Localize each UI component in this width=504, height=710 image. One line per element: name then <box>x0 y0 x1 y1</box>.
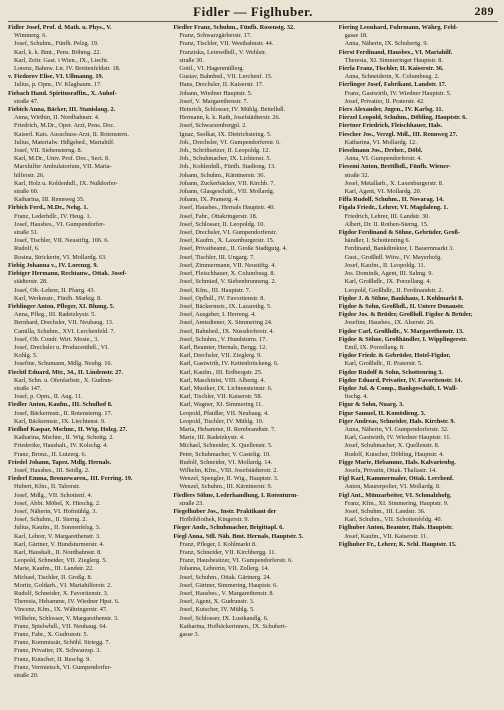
directory-entry-line: Franz, Bronz., II. Lutzerg. 6. <box>14 450 87 458</box>
directory-entry-name: Fiebach Hand. Spiritusraffin., X. Auhof- <box>8 89 117 97</box>
directory-entry-line: Anna, Näherin, VI. Gumpendorferstr. 32. <box>344 425 449 433</box>
page-header <box>8 4 498 20</box>
directory-entry-line: Karl, Drechsler, VII. Zieglerg. 9. <box>179 352 262 360</box>
directory-entry-line: Josef, Kaufm., X. Laxenburgerstr. 15. <box>179 237 275 245</box>
directory-entry-line: Gust., Großhdl. Witw., IV. Mayerhofg. <box>344 253 442 261</box>
directory-entry-line: Franz, Kutscher, II. Reschg. 9. <box>14 655 91 663</box>
header-rule <box>8 21 498 22</box>
directory-entry-line: Josef, Kfm., III. Hauptstr. 7. <box>179 286 251 294</box>
directory-entry-name: Fierzel Leopold, Schuhm., Döbling, Hauptstr. 6. <box>338 114 467 122</box>
directory-entry-line: Friederike, Haushalt., IV. Kolschg. 4. <box>14 442 108 450</box>
directory-entry-name: Figl Ant., Münzarbeiter, VI. Schmalzhofg. <box>338 491 452 499</box>
directory-entry-line: Julius, p. Opm., IV. Klagbaum. 17. <box>14 81 102 89</box>
directory-entry-line: Josef, Privatier, II. Praterstr. 42. <box>344 97 425 105</box>
directory-entry-line: Franz, Kommissär, Schöhl. Striegg. 7. <box>14 639 111 647</box>
directory-entry-line: Josef, Hausbes., Hernals Hauptstr. 40. <box>179 204 275 212</box>
directory-entry-line: Josef, Abbt. Möbel, X. Hirschg. 2. <box>14 499 101 507</box>
directory-entry-line: Josef, Bäckermstr., II. Rotensterng. 17. <box>14 409 113 417</box>
directory-entry-line: Leopold, Schneider, VII. Zieglerg. 5. <box>14 557 108 565</box>
directory-entry-line: Wilhelm, Schlosser, V. Margarethenstr. 3. <box>14 614 119 622</box>
directory-entry-line: Julius, Materialw. Hdlgsbed., Mariahilf. <box>14 138 115 146</box>
directory-entry-line: Bernhard, Drechsler, VII. Neubaug. 13. <box>14 319 114 327</box>
directory-entry-line: Karl, Gastwirth, IV. Kettenbrückeng. 6. <box>179 360 279 368</box>
directory-entry-line: Anton, Maurerpolier, VI. Mollardg. 8. <box>344 483 441 491</box>
directory-entry-name: Fiers Alexander, Jngen., IV. Karlsg. 11. <box>338 106 444 114</box>
directory-entry-line: Franz, Vermietsch, VI. Gumpendorfer- <box>14 663 112 671</box>
directory-entry-name: Fiechtl Eduard, Mtr., 34., II. Lindenstr. 27. <box>8 368 123 376</box>
directory-entry-line: fischg. 4. <box>344 393 368 401</box>
directory-entry-name: Fiertner Friedrich, Fleischhauer, Hals. <box>338 122 443 130</box>
directory-entry-line: Josef, Schuhm., Ottak. Gärtnerg. 24. <box>179 573 272 581</box>
directory-entry-line: Franz, Hausbesitzer, VI. Gumpendorferstr. 6. <box>179 557 293 565</box>
directory-entry-line: Franz, Privatier, IX. Schwarzsp. 3. <box>14 647 102 655</box>
directory-entry-line: Anna, Näherin, IX. Schubertg. 9. <box>344 40 429 48</box>
directory-entry-name: Fiebich Anna, Bäcker, III. Stanislaug. 2. <box>8 106 116 114</box>
directory-entry-line: Franz, Schneider, VII. Kirchbergg. 11. <box>179 549 277 556</box>
directory-entry-name: Figge Marie, Hebamme, Hals. Kalvarienbg. <box>338 458 456 466</box>
directory-entry-line: Albert, Dr. II. Rothen-Sterng. 15. <box>344 220 429 228</box>
directory-entry-line: Josef, Drechsler, VI. Gumpendorferstr. <box>179 229 278 237</box>
directory-entry-name: Fieger Andr., Schuhmacher, Brigittapl. 6. <box>173 524 284 532</box>
directory-entry-line: Karl, Gärtner, V. Hundsturmerstr. 4. <box>14 540 105 548</box>
directory-entry-line: Franz, Kfm., XI. Simmering, Hauptstr. 9. <box>344 499 449 507</box>
directory-entry-line: Josef, Drechsler u. Producenthdl., VI. <box>14 343 109 351</box>
directory-entry-line: Marxhilfer Ambulatorium, VII. Maria- <box>14 163 112 171</box>
directory-entry-line: Josef, Agent, X. Gudrunstr. 3. <box>179 598 255 606</box>
directory-entry-line: Franziska, Leinwdhdl., V. Wehlstr. <box>179 48 267 56</box>
directory-entry-line: Wilhelm, Kfm., VIII. Josefstädterstr. 2. <box>179 466 278 474</box>
directory-entry-name: Fiederl Emma, Bronzewaren., III. Ferring. 19. <box>8 475 133 483</box>
directory-entry-line: Rudolf, Schneider, X. Favoritenstr. 3. <box>14 590 109 598</box>
directory-entry-line: Anna, Wirthin, II. Nordbahnstr. 4. <box>14 114 100 122</box>
directory-entry-line: Katharina, Mschnr., II. Wtg. Schottg. 2. <box>14 434 114 442</box>
directory-entry-line: Joh., Drechsler, VI. Gumpendorferstr. 6. <box>179 138 281 146</box>
directory-entry-line: Karl, Großhdlr., II. Praterstr. 5. <box>344 360 423 368</box>
directory-entry-line: Josef, Schlosser, II. Leopoldg. 10. <box>179 220 265 228</box>
directory-entry-line: straße 32. <box>344 171 370 179</box>
directory-entry-line: Josef, Schwarzenbergpl. 2. <box>179 122 247 130</box>
directory-entry-line: Karl, Schuhm., VII. Schottenfeldg. 40. <box>344 516 443 524</box>
directory-entry-name: Friedel Johann, Tapez. Mdlg. Hernals. <box>8 458 112 466</box>
directory-entry-line: Joh., Kohlenhdl., Fünfh. Stadiong. 13. <box>179 163 276 171</box>
directory-entry-line: händler, I. Schottenring 6. <box>344 237 411 245</box>
directory-entry-line: Josef, Schuhm., Fünfh. Pelzg. 19. <box>14 40 99 48</box>
directory-entry-line: Josef, Fabr., Ottakringerstr. 18. <box>179 212 258 220</box>
directory-entry-line: Wenzel, Spengler, II. Wtg., Hauptstr. 3. <box>179 475 279 483</box>
directory-entry-line: Katharina, III. Rennweg 35. <box>14 196 85 204</box>
directory-entry-line: Josef, Bahnbed., IX. Nussdorferstr. 4. <box>179 327 275 335</box>
directory-entry-line: Peter, Schuhmacher, V. Castelig. 10. <box>179 450 271 458</box>
directory-entry-name: Fierst Ferdinand, Hausbes., VI. Mariahilf. <box>338 48 453 56</box>
directory-entry-line: gasse 3. <box>179 631 200 639</box>
directory-entry-line: Friedrich, M.Dr., Oper. Arzt, Pens. Doc. <box>14 122 115 130</box>
directory-entry-line: Lorenz, Bahnw. Ltr. IV. Breitenfeldstr. 18. <box>14 65 121 73</box>
column-right <box>339 24 498 710</box>
directory-entry-line: Josefine, Schumann, Mdlg. Neubg. 10. <box>14 360 113 368</box>
directory-entry-line: Josef, Kutscher, IV. Mühlg. 5. <box>179 606 255 614</box>
directory-entry-line: Joh., Schriftsetzer, II. Leopoldg. 12. <box>179 147 271 155</box>
directory-entry-line: Maria, Hebamme, II. Rembrandtstr. 7. <box>179 425 276 433</box>
directory-entry-line: Franz, Spielwhdl., VII. Neubaug. 64. <box>14 622 108 630</box>
directory-entry-line: Josef, Schuhm., II. Sterng. 2. <box>14 516 88 524</box>
directory-entry-line: Michael, Tischler, II. Großg. 8. <box>14 573 93 581</box>
directory-entry-line: Michael, Schneider, X. Quellenstr. 5. <box>179 442 273 450</box>
directory-entry-name: Fiebiger Hermann, Rechtanw., Ottak. Josef- <box>8 270 127 278</box>
directory-entry-line: Karl, Schn. u. Ofenfarbstr., X. Gudrun- <box>14 376 113 384</box>
directory-entry-line: Josef, Amtsdiener, X. Simmering 24. <box>179 319 273 327</box>
directory-entry-line: Josef, Opfhdl., IV. Favoritenstr. 8. <box>179 294 265 302</box>
directory-entry-line: Kaiserl. Kais. Ausschuss-Arzt, II. Rotenstern. <box>14 130 129 138</box>
directory-entry-line: Josef, Ob.-Lehrer, II. Pfarrg. 43. <box>14 286 96 294</box>
directory-entry-line: Anna, Schneiderin, X. Columbusg. 2. <box>344 73 440 81</box>
directory-entry-line: Josef, Ausgeher, I. Herreng. 4. <box>179 311 256 319</box>
directory-entry-line: Jos. Dominik, Agent, III. Salmg. 9. <box>344 270 433 278</box>
directory-entry-line: straße 51. <box>14 229 39 237</box>
directory-entry-name: Fiedhof Kaspar, Mschnr., II. Wtg. Holzg. 27. <box>8 425 128 433</box>
directory-entry-line: Vincenz, Kfm., IX. Währingerstr. 47. <box>14 606 108 614</box>
directory-entry-name: Figlhuber Anton, Beamter, Hals. Hauptstr. <box>338 524 453 532</box>
directory-entry-line: Josef, V. Margarethenstr. 7. <box>179 97 249 105</box>
directory-entry-line: Josefine, Hausbes., IX. Alserstr. 26. <box>344 319 435 327</box>
directory-entry-line: Josef, Schuhmacher, X. Quellenstr. 8. <box>344 442 440 450</box>
directory-entry-line: Franz, Pfleger, I. Kohlmarkt 8. <box>179 540 257 548</box>
directory-entry-name: Figdor Rudolf & Sohn, Schottenring 3. <box>338 368 443 376</box>
directory-entry-name: Fieselmann Jos., Dreher., Döbl. <box>338 147 423 155</box>
directory-entry-line: Hermann, k. k. Rath, Josefstädterstr. 26. <box>179 114 281 122</box>
directory-entry-line: Franz, Tischler, VII. Westbahnstr. 44. <box>179 40 274 48</box>
directory-entry-line: Leopold, Pfaidler, VII. Neubaug. 4. <box>179 409 269 417</box>
directory-entry-line: Leopold, Großhdlr., II. Ferdinandstr. 2. <box>344 286 443 294</box>
directory-entry-line: Karl, Tischler, VII. Kaiserstr. 58. <box>179 393 263 401</box>
directory-entry-name: Figer Andreas, Schneider, Hals. Kirchstr. 9. <box>338 417 456 425</box>
entry-columns <box>8 24 498 710</box>
directory-entry-name: Fiegelhuber Jos., Instr. Praktikant der <box>173 507 277 515</box>
directory-entry-line: Karl, M.Dr., Univ. Prof. Doc., Sect. 8. <box>14 155 110 163</box>
directory-entry-name: Figdor Jos. & Brüder, Großhdl. Figdor & Brüder, <box>338 311 473 319</box>
directory-entry-line: Katharina, Hofbäckerinnen., IX. Schubert- <box>179 622 287 630</box>
directory-entry-line: Franz, Fabr., X. Gudrunstr. 5. <box>14 631 89 639</box>
column-middle <box>173 24 332 710</box>
directory-entry-line: Josef, Ob. Condr. Wirt. Moste., 3. <box>14 335 99 343</box>
directory-entry-name: Fiegl Anna, Stll. Näh. Bmt. Hernals, Hauptstr. 5. <box>173 532 304 540</box>
directory-entry-line: straße 47. <box>14 97 39 105</box>
directory-entry-line: Karl, Agent, VI. Mollardg. 20. <box>344 188 422 196</box>
directory-entry-line: Theresia, Hebamme, IV. Wiedner Hpst. 6. <box>14 598 120 606</box>
directory-entry-line: Hofbibliothek, Kingerstr. 9. <box>179 516 250 524</box>
directory-entry-name: Fiering Leonhard, Fuhrmann, Währg. Feld- <box>338 24 458 31</box>
directory-entry-line: Johann, Schuhm., Kärntnerstr. 36. <box>179 171 266 179</box>
directory-entry-name: Figl Karl, Kammermaler, Ottak. Lerchenf. <box>338 475 454 483</box>
column-left <box>8 24 167 710</box>
directory-entry-name: v. Fiedorov Elise, VI. Ullmanng. 19. <box>8 73 104 81</box>
directory-entry-line: Karl, Bäckermstr., IX. Liechtenst. 9. <box>14 417 106 425</box>
directory-entry-name: Fiedlers Söhne, Lederhandlung, I. Rotenturm- <box>173 491 299 499</box>
directory-entry-line: Johann, IX. Pramerg. 4. <box>179 196 240 204</box>
directory-entry-name: Fierla Franz, Tischler, II. Kaiserstr. 36. <box>338 65 444 73</box>
directory-entry-name: Fiesemi Anton, Brettlhdl., Fünfh. Wiener- <box>338 163 451 171</box>
directory-entry-line: Josef, Schuhm., III. Landstr. 36. <box>344 507 426 515</box>
directory-entry-line: Hubert, Kfm., II. Taborstr. <box>14 483 81 491</box>
directory-entry-line: Franz, Gastwirth, IV. Wiedner Hauptstr. 5. <box>344 89 452 97</box>
directory-entry-line: Karl, Wagner, XI. Simmering 11. <box>179 401 263 409</box>
directory-entry-line: Karl, Lehrer, V. Margarethenstr. 3. <box>14 532 101 540</box>
directory-entry-line: Friedrich, Lehrer, III. Landstr. 30. <box>344 212 430 220</box>
directory-entry-line: Karl, Maschinist, VIII. Albertg. 4. <box>179 376 266 384</box>
directory-entry-line: Marie, III. Radetzkystr. 4. <box>179 434 245 442</box>
directory-entry-name: Fiescher Jos., Verzgl. Mdl., III. Rennweg 27. <box>338 130 458 138</box>
directory-entry-line: Gustav, Bahnbed., VII. Lerchenf. 15. <box>179 73 273 81</box>
directory-entry-line: Josef, Kaufm., VII. Kaiserstr. 11. <box>344 532 428 540</box>
directory-entry-line: Josef, Bäckermstr., IX. Lazarethg. 5. <box>179 302 272 310</box>
directory-entry-name: Fieblinger Anton, Pfleger, XI. Blumg. 5. <box>8 302 115 310</box>
directory-entry-line: Karl, Werkmstr., Fünfh. Marktg. 8. <box>14 294 102 302</box>
directory-entry-name: Figdor Carl, Großhdlr., V. Margarethenstr. 13. <box>338 327 464 335</box>
directory-entry-name: Firbich Ferd., M.Dr., Nehg. 1. <box>8 204 89 212</box>
directory-entry-line: gasse 18. <box>344 32 368 40</box>
directory-entry-line: Rosina, Strickerin, VI. Mollardg. 63. <box>14 253 107 261</box>
directory-entry-name: Figur Samuel, II. Komödieng. 3. <box>338 409 426 417</box>
directory-entry-line: Karl, Großhdlr., IX. Porzellang. 4. <box>344 278 432 286</box>
directory-entry-line: Josef, Schlosser, IX. Lustkandlg. 6. <box>179 614 269 622</box>
directory-entry-line: Josef, Tischler, VII. Neustiftg. 106. 6. <box>14 237 109 245</box>
directory-entry-line: Karl, Gastwirth, IV. Wiedner Hauptstr. 11. <box>344 434 451 442</box>
directory-entry-line: Rudolf, Schneider, VI. Mollardg. 14. <box>179 458 273 466</box>
directory-entry-name: Figdor Eduard, Privatier, IV. Favoritenstr. 14. <box>338 376 463 384</box>
directory-entry-name: Fidler Josef, Prof. d. Math. u. Phys., V. <box>8 24 112 31</box>
directory-entry-line: Wenzel, Schuhm., III. Kärntnerstr. 9. <box>179 483 273 491</box>
directory-entry-line: Karl, Zeitr. Gast. i Wien., IX., Liecht. <box>14 56 109 64</box>
directory-entry-line: Josef, Fleischhauer, X. Columbusg. 8. <box>179 270 276 278</box>
directory-entry-line: Anna, VI. Gumpendorferstr. 4. <box>344 155 423 163</box>
directory-entry-line: Karl, Kaufm., III. Erdbergstr. 25. <box>179 368 263 376</box>
directory-entry-name: Figdor Friedr. & Gebrüder, Hotel-Figdor, <box>338 352 451 360</box>
directory-entry-line: Johann, Wiedner Hauptstr. 5. <box>179 89 253 97</box>
directory-entry-line: straße 20. <box>14 672 39 680</box>
directory-entry-line: Josef, Tischler, III. Ungarg. 7. <box>179 253 255 261</box>
directory-entry-name: Fiedler Franz, Schuhm., Fünfh. Rosenstg. 32. <box>173 24 295 31</box>
directory-entry-line: Ferdinand, Bankdirektor, I. Bauernmarkt 3. <box>344 245 454 253</box>
directory-entry-line: Josef, Hausbes., III. Seidlg. 2. <box>14 466 90 474</box>
directory-entry-line: Theresia, XI. Simmeringer Hauptstr. 8. <box>344 56 443 64</box>
directory-entry-line: Joh., Schuhmacher, IX. Lichtenst. 5. <box>179 155 272 163</box>
directory-entry-name: Fiedler Anton, Kaufm., III. Schulhof 8. <box>8 401 113 409</box>
directory-entry-name: Figdor Jul. & Comp., Bankgeschäft, I. Wall- <box>338 384 458 392</box>
directory-entry-line: Josef, Hausbes., V. Margarethenstr. 8. <box>179 590 275 598</box>
directory-entry-line: Karl, Musiker, IX. Lichtensteinstr. 6. <box>179 384 273 392</box>
directory-entry-line: Katharina, VI. Mollardg. 12. <box>344 138 417 146</box>
directory-entry-line: Karl, Beamter, Hernals, Bergg. 12. <box>179 343 267 351</box>
directory-entry-line: Wimmerg. 6. <box>14 32 48 40</box>
directory-entry-line: Karl, Haushalt., II. Nordbahnstr. 8. <box>14 549 102 556</box>
directory-entry-line: Josef, Privatbeamt., II. Große Stadtgutg. 4. <box>179 245 288 253</box>
directory-entry-line: Karl, Holz u. Kohlenhdl., IX. Nußdorfer- <box>14 179 118 187</box>
directory-entry-line: straße 30. <box>179 56 204 64</box>
directory-entry-line: Josef, VII. Siebensterng. 8. <box>14 147 83 155</box>
directory-entry-name: Figdor & Söhne, Großhändler, I. Wipplingerstr. <box>338 335 468 343</box>
directory-entry-line: Ignaz, Ssolkat, IX. Dietrichsteing. 5. <box>179 130 272 138</box>
directory-entry-line: Franz, Schwarzgärberstr. 17. <box>179 32 252 40</box>
directory-entry-line: Josef, Schuhm., V. Hundsturm. 17. <box>179 335 267 343</box>
directory-entry-line: Josef, Näherin, VI. Hofmühlg. 3. <box>14 507 97 515</box>
directory-entry-line: straße 147. <box>14 384 42 392</box>
directory-entry-line: Karl, k. k. Bmt., Pens. Böhmg. 22. <box>14 48 102 56</box>
directory-entry-line: Gottl., VI. Hagenmüllerg. <box>179 65 245 73</box>
directory-entry-name: Figdor & Sohn, Großhdl., II. Untere Donaustr. <box>338 302 464 310</box>
directory-entry-line: Rudolf, Kutscher, Döbling, Hauptstr. 4. <box>344 450 444 458</box>
directory-entry-line: Emil, IX. Porzellang. 8. <box>344 343 405 351</box>
directory-entry-line: Camilla, Schuhm., XVI. Lerchenfeld. 7. <box>14 327 116 335</box>
directory-entry-name: Fiffa Rudolf, Schuhm., II. Novarag. 14. <box>338 196 444 204</box>
directory-entry-name: Figdor J. & Söhne, Bankhaus, I. Kohlmarkt 8. <box>338 294 464 302</box>
directory-entry-name: Fierlinger Josef, Fabrikant, Landstr. 17. <box>338 81 447 89</box>
directory-entry-line: Josef, Gärtner, Simmering, Hauptstr. 6. <box>179 581 278 589</box>
directory-entry-name: Fiebig Johanna v., IV. Lorenzg. 9. <box>8 261 99 269</box>
directory-entry-name: Figala Friedr., Lehrer, VI. Magdaleng. 1. <box>338 204 448 212</box>
directory-entry-line: Moritz, Goldarb., VI. Mariahilferstr. 2. <box>14 581 112 589</box>
directory-entry-line: Leopold, Tischler, IV. Mühlg. 10. <box>179 417 264 425</box>
directory-entry-line: Josef, Kaufm., II. Leopoldg. 11. <box>344 261 426 269</box>
directory-entry-name: Figdor Ferdinand & Söhne, Gebrüder, Groß- <box>338 229 461 237</box>
directory-entry-line: Anna, Pfleg., III. Radetzkystr. 5. <box>14 311 96 319</box>
directory-entry-line: Rudolf, 6. <box>14 245 40 253</box>
directory-entry-line: Kohlg. 5. <box>14 352 38 360</box>
directory-entry-line: Josefa, Privatin, Ottak. Thaliastr. 14. <box>344 466 437 474</box>
directory-entry-line: Johann, Glasgeschäft., VII. Mollardg. <box>179 188 275 196</box>
directory-entry-line: Josef, Hausbes., VI. Gumpendorfer- <box>14 220 105 228</box>
directory-entry-name: Figur & Sohn, Nuarg. 3. <box>338 401 404 409</box>
directory-entry-line: Heinrich, Schlosser, IV. Mühlg. Bettelhdl. <box>179 106 286 114</box>
directory-entry-line: Julius, Kaufm., II. Sonnenfelsg. 3. <box>14 524 101 532</box>
running-title: Fidler — Figlhuber. <box>193 4 313 19</box>
directory-entry-line: Johann, Zuckerbäcker, VII. Kirchb. 7. <box>179 179 275 187</box>
directory-entry-line: Marie, Kaufm., III. Landstr. 22. <box>14 565 94 573</box>
directory-entry-line: Josef, Zimmermann, VII. Neustiftg. 4. <box>179 261 276 269</box>
directory-entry-line: straße 60. <box>14 188 39 196</box>
directory-entry-line: hilferstr. 26. <box>14 171 45 179</box>
directory-entry-line: Franz, Lederhdlr., IV. Heug. 1. <box>14 212 92 220</box>
directory-entry-line: Josef, Mdlg., VII. Schottenf. 4. <box>14 491 93 499</box>
directory-entry-line: Hans, Drechsler, II. Kaiserstr. 17. <box>179 81 264 89</box>
directory-entry-line: Josef, Metallarb., X. Laxenburgerstr. 8. <box>344 179 444 187</box>
directory-entry-line: städterstr. 28. <box>14 278 48 286</box>
page-number: 289 <box>474 4 494 18</box>
directory-entry-line: Josef, p. Opm., II. Aug. 11. <box>14 393 83 401</box>
directory-entry-line: Josef, Schmied, V. Siebenbrunneng. 2. <box>179 278 277 286</box>
directory-entry-line: Johanna, Lehrerin, VII. Zollerg. 14. <box>179 565 270 573</box>
directory-entry-name: Figlhuber Fr., Lehrer, K. Schl. Hauptstr. 15. <box>338 540 457 548</box>
directory-entry-line: straße 23. <box>179 499 204 507</box>
